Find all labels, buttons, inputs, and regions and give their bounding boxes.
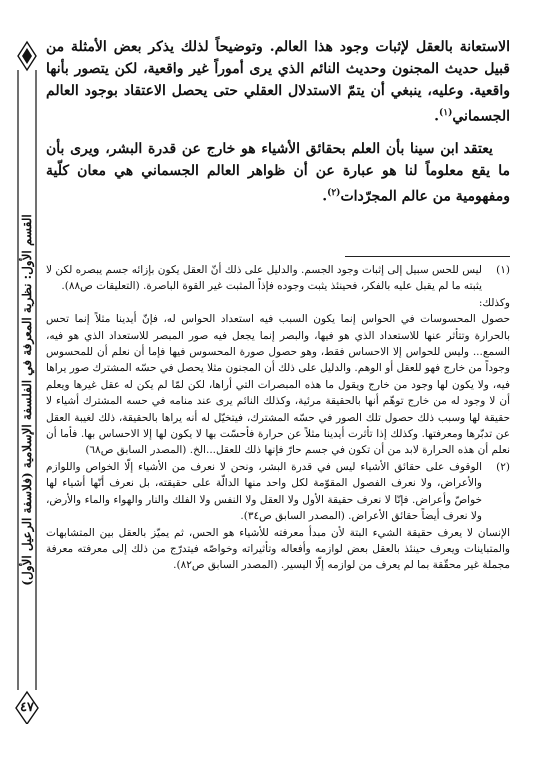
section-title: القسم الأول: نظرية المعرفة في الفلسفة الإسلامية (فلاسفة الرعيل الأول) xyxy=(20,214,34,586)
footnote-text: الإنسان لا يعرف حقيقة الشيء البتة لأن مبدأ معرفته للأشياء هو الحس، ثم يميّز بالعقل بين المتشابهات والمتباينات ويعرف حينئذ بالعقل بعض لوازمه وأفعاله وتأثيراته وخواصّه فيتدرّج من ذلك إلى معرفته معرفة مجملة غير محقّقة بما لم يعرف من لوازمه إلّا اليسير. (المصدر السابق ص٨٢). xyxy=(46,526,510,572)
footnote-divider xyxy=(345,256,510,257)
footnote-text: حصول المحسوسات في الحواس إنما يكون السبب فيه استعداد الحواس له، فإنّ أيدينا مثلاً إنما تحس بالحرارة وتتأثر عنها للاستعداد الذي هو فيها، والبصر إنما يجعل فيه صور المبصر للاستعداد الذي هو فيه، السمع... وليس للحواس إلا الاحساس فقط، وهو حصول صورة المحسوس فيها فإما أن نعلم أن للمحسوس وجوداً من خارج فهو للعقل أو الوهم. والدليل على ذلك أن المجنون مثلا يحصل في حسّه المشترك صور يراها فيه، ولا يكون لها وجود من خارج ويقول ما هذه المبصرات التي أراها، لكن لمّا لم يكن له عقل غيرها ويعلم أن لا وجود له من خارج توهّم أنها بالحقيقة مرئية، وكذلك النائم يرى عند منامه في حسه المشترك أشياء لا حقيقة لها وسبب ذلك حصول تلك الصور في حسّه المشترك، فيتخيّل له أنه يراها بالحقيقة، ذلك لغيبة العقل عن تدبّرها ومعرفتها. وكذلك إذا تأثرت أيدينا مثلاً عن حرارة فأحسّت بها لا يكون لها إلا الاحساس بها. فأما أن نعلم أن هذه الحرارة لابد من أن تكون في جسم حارّ فإنها ذلك للعقل...الخ. (المصدر السابق ص٦٨) xyxy=(46,313,510,457)
footnote-ref-2[interactable]: (٢) xyxy=(327,187,341,198)
running-header-vertical xyxy=(14,150,40,650)
footnote-ref-1[interactable]: (١) xyxy=(439,108,453,118)
footnote-text: ليس للحس سبيل إلى إثبات وجود الجسم. والدليل على ذلك أنّ العقل يكون بإزائه جسم يبصره لكن لا يثبته ما لم يقبل عليه بالفكر، فحينئذ يثبت وجوده فإذاً المثبت غير القوة الباصرة. (التعليقات ص٨٨). xyxy=(46,264,482,293)
footnote-2 xyxy=(46,459,510,525)
footnote-1 xyxy=(46,262,510,295)
paragraph-1: الاستعانة بالعقل لإثبات وجود هذا العالم. وتوضيحاً لذلك يذكر بعض الأمثلة من قبيل حديث المجنون وحديث النائم الذي يرى أموراً غير واقعية، لكن يتصور بأنها واقعية. وعليه، ينبغي أن يتمّ الاستدلال العقلي حتى يحصل الاعتقاد بوجود العالم الجسماني$^{(١)}$. xyxy=(46,39,510,125)
paragraph-2: يعتقد ابن سينا بأن العلم بحقائق الأشياء هو خارج عن قدرة البشر، ويرى بأن ما يقع معلوماً لنا هو عبارة عن أن ظواهر العالم الجسماني هي معان كلّية ومفهومية من عالم المجرّدات$^{(٢)}$. xyxy=(46,140,510,205)
footnotes xyxy=(46,262,510,574)
footnote-text: وكذلك: xyxy=(478,296,510,309)
footnote-text: الوقوف على حقائق الأشياء ليس في قدرة البشر، ونحن لا نعرف من الأشياء إلّا الخواص واللوازم والأعراض، ولا نعرف الفصول المقوّمة لكل واحد منها الدالّة على حقيقته، بل نعرف أنّها أشياء لها خواصّ وأعراض. فإنّا لا نعرف حقيقة الأول ولا العقل ولا النفس ولا الفلك والنار والهواء والماء والأرض، ولا نعرف أيضاً حقائق الأعراض. (المصدر السابق ص٣٤). xyxy=(46,460,482,523)
footnote-number: (١) xyxy=(496,264,510,276)
main-text xyxy=(46,36,510,207)
page-number: ٤٧ xyxy=(20,700,34,715)
footnote-number: (٢) xyxy=(496,460,510,473)
